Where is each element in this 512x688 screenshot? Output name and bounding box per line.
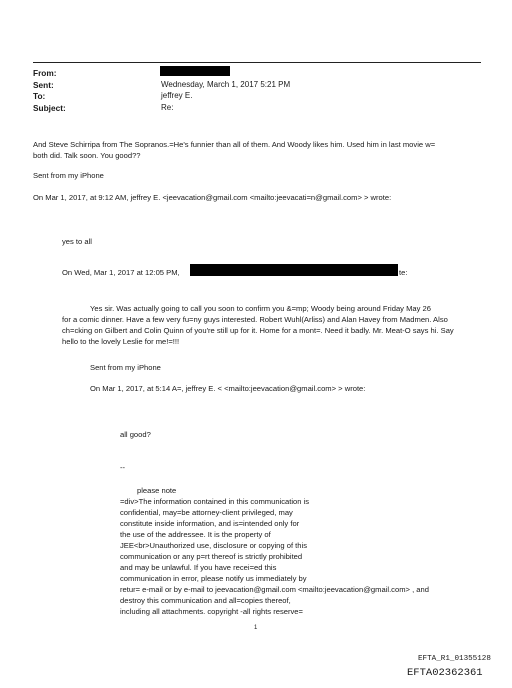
disclaimer-line: destroy this communication and all=copies thereof, xyxy=(120,596,291,605)
quote-2-header-start: On Wed, Mar 1, 2017 at 12:05 PM, xyxy=(62,268,180,277)
header-rule xyxy=(33,62,481,63)
disclaimer-line: communication in error, please notify us immediately by xyxy=(120,574,307,583)
from-label: From: xyxy=(33,68,57,78)
signature-dashes: -- xyxy=(120,463,126,472)
para-line-3: ch=cking on Gilbert and Colin Quinn of you're still up for it. Home for a mont=. Need it badly. Mr. Meat-O says hi. Say xyxy=(62,326,454,335)
disclaimer-line: retur= e-mail or by e-mail to jeevacation@gmail.com <mailto:jeevacation@gmail.com> , and xyxy=(120,585,429,594)
para-line-1: Yes sir. Was actually going to call you soon to confirm you &=mp; Woody being around Friday May 26 xyxy=(90,304,431,313)
disclaimer-line: communication or any p=rt thereof is strictly prohibited xyxy=(120,552,303,561)
disclaimer-line: the use of the addressee. It is the property of xyxy=(120,530,271,539)
sent-label: Sent: xyxy=(33,80,54,90)
disclaimer-line: including all attachments. copyright -all rights reserve= xyxy=(120,607,303,616)
page-number: 1 xyxy=(254,625,258,631)
quote-3-header: On Mar 1, 2017, at 5:14 A=, jeffrey E. < <mailto:jeevacation@gmail.com> > wrote: xyxy=(90,384,366,393)
disclaimer-line: and may be unlawful. If you have recei=ed this xyxy=(120,563,277,572)
to-label: To: xyxy=(33,91,46,101)
para-line-4: hello to the lovely Leslie for me!=!!! xyxy=(62,337,180,346)
quote-1-header: On Mar 1, 2017, at 9:12 AM, jeffrey E. <jeevacation@gmail.com <mailto:jeevacati=n@gmail.com> > wrote: xyxy=(33,193,392,202)
quote-2-header-end: te: xyxy=(399,268,408,277)
body-line-2: both did. Talk soon. You good?? xyxy=(33,151,141,160)
sender-redaction xyxy=(190,264,398,276)
disclaimer-line: JEE<br>Unauthorized use, disclosure or copying of this xyxy=(120,541,307,550)
from-redaction xyxy=(160,66,230,76)
to-value: jeffrey E. xyxy=(161,91,193,100)
disclaimer-line: please note xyxy=(137,486,177,495)
sent-value: Wednesday, March 1, 2017 5:21 PM xyxy=(161,80,291,89)
efta-reference-2: EFTA02362361 xyxy=(407,667,483,679)
subject-value: Re: xyxy=(161,103,174,112)
all-good: all good? xyxy=(120,430,151,439)
sent-from-iphone-2: Sent from my iPhone xyxy=(90,363,161,372)
disclaimer-line: confidential, may=be attorney-client privileged, may xyxy=(120,508,293,517)
body-line-1: And Steve Schirripa from The Sopranos.=He's funnier than all of them. And Woody likes him. Used him in last movie w= xyxy=(33,140,436,149)
subject-label: Subject: xyxy=(33,103,66,113)
disclaimer-line: constitute inside information, and is=intended only for xyxy=(120,519,300,528)
sent-from-iphone-1: Sent from my iPhone xyxy=(33,171,104,180)
disclaimer-line: =div>The information contained in this communication is xyxy=(120,497,310,506)
para-line-2: for a comic dinner. Have a few very fu=ny guys interested. Robert Wuhl(Arliss) and Alan Havey from Madmen. Also xyxy=(62,315,448,324)
yes-to-all: yes to all xyxy=(62,237,92,246)
efta-reference-1: EFTA_R1_01355128 xyxy=(418,655,491,663)
